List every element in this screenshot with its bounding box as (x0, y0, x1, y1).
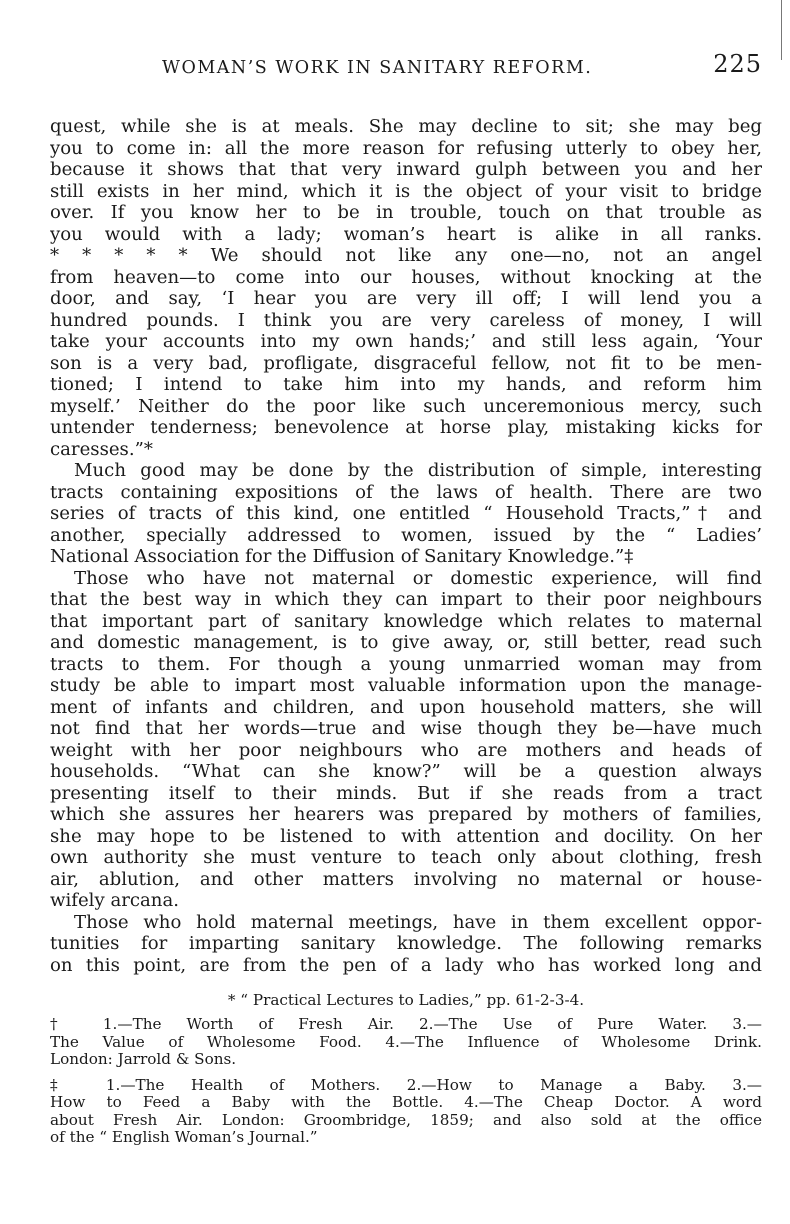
running-title: WOMAN’S WORK IN SANITARY REFORM. (162, 58, 593, 78)
text-line: presenting itself to their minds. But if she reads from a tract (50, 782, 762, 804)
text-line: still exists in her mind, which it is the object of your visit to bridge (50, 180, 762, 202)
text-line: National Association for the Diffusion of Sanitary Knowledge.”‡ (50, 546, 634, 567)
text-line: series of tracts of this kind, one entitled “ Household Tracts,”† and (50, 503, 762, 524)
footnote-double-dagger (50, 1077, 762, 1147)
text-line: hundred pounds. I think you are very careless of money, I will (50, 309, 762, 331)
footnote-line: How to Feed a Baby with the Bottle. 4.—The Cheap Doctor. A word (50, 1094, 762, 1111)
text-line: another, specially addressed to women, issued by the “ Ladies’ (50, 524, 762, 546)
text-line: tioned; I intend to take him into my hands, and reform him (50, 374, 762, 395)
text-line: myself.’ Neither do the poor like such unceremonious mercy, such (50, 395, 762, 417)
page-header (50, 48, 762, 88)
text-line: on this point, are from the pen of a lady who has worked long and (50, 954, 762, 976)
text-line: air, ablution, and other matters involving no maternal or house- (50, 868, 762, 890)
footnote-star: * “ Practical Lectures to Ladies,” pp. 61-2-3-4. (227, 991, 585, 1009)
text-line: because it shows that that very inward gulph between you and her (50, 159, 762, 180)
footnote-line: about Fresh Air. London: Groombridge, 1859; and also sold at the office (50, 1111, 762, 1129)
text-line: you would with a lady; woman’s heart is alike in all ranks. (50, 223, 762, 245)
margin-rule (781, 0, 782, 60)
footnote-line: London: Jarrold & Sons. (50, 1051, 237, 1068)
text-line: which she assures her hearers was prepared by mothers of families, (50, 804, 762, 825)
text-line: tunities for imparting sanitary knowledge. The following remarks (50, 933, 762, 954)
paragraph-start-line: Much good may be done by the distribution of simple, interesting (74, 460, 762, 481)
text-line: that the best way in which they can impart to their poor neighbours (50, 589, 762, 610)
text-line: ment of infants and children, and upon household matters, she will (50, 696, 762, 718)
text-line: take your accounts into my own hands;’ and still less again, ‘Your (50, 331, 762, 352)
text-line: you to come in: all the more reason for refusing utterly to obey her, (50, 137, 762, 159)
text-line: and domestic management, is to give away, or, still better, read such (50, 632, 762, 653)
body-text (50, 116, 762, 976)
footnotes (50, 990, 762, 1147)
footnote-line: † 1.—The Worth of Fresh Air. 2.—The Use of Pure Water. 3.— (50, 1016, 762, 1033)
text-line: untender tenderness; benevolence at horse play, mistaking kicks for (50, 417, 762, 438)
text-line: from heaven—to come into our houses, without knocking at the (50, 266, 762, 288)
text-line: that important part of sanitary knowledge which relates to maternal (50, 610, 762, 632)
text-line: own authority she must venture to teach only about clothing, fresh (50, 847, 762, 868)
footnote-line: of the “ English Woman’s Journal.” (50, 1129, 318, 1146)
text-line: tracts containing expositions of the laws of health. There are two (50, 481, 762, 503)
page-number: 225 (713, 50, 762, 78)
text-line: not find that her words—true and wise though they be—have much (50, 718, 762, 739)
text-line: caresses.”* (50, 438, 153, 460)
text-line: households. “What can she know?” will be a question always (50, 761, 762, 782)
footnote-line: ‡ 1.—The Health of Mothers. 2.—How to Manage a Baby. 3.— (50, 1076, 762, 1094)
paragraph-start-line: Those who hold maternal meetings, have in them excellent oppor- (74, 911, 762, 933)
text-line: tracts to them. For though a young unmarried woman may from (50, 653, 762, 675)
paragraph-start-line: Those who have not maternal or domestic experience, will find (74, 567, 762, 589)
book-page (50, 48, 762, 1155)
text-line: study be able to impart most valuable information upon the manage- (50, 675, 762, 696)
footnote-dagger (50, 1016, 762, 1069)
text-line: * * * * * We should not like any one—no, not an angel (50, 245, 762, 266)
text-line: she may hope to be listened to with attention and docility. On her (50, 825, 762, 847)
text-line: weight with her poor neighbours who are mothers and heads of (50, 739, 762, 761)
text-line: wifely arcana. (50, 890, 179, 911)
text-line: son is a very bad, profligate, disgraceful fellow, not fit to be men- (50, 352, 762, 374)
footnote-line: The Value of Wholesome Food. 4.—The Influence of Wholesome Drink. (50, 1033, 762, 1051)
text-line: over. If you know her to be in trouble, touch on that trouble as (50, 202, 762, 223)
text-line: quest, while she is at meals. She may decline to sit; she may beg (50, 116, 762, 137)
text-line: door, and say, ‘I hear you are very ill off; I will lend you a (50, 288, 762, 309)
